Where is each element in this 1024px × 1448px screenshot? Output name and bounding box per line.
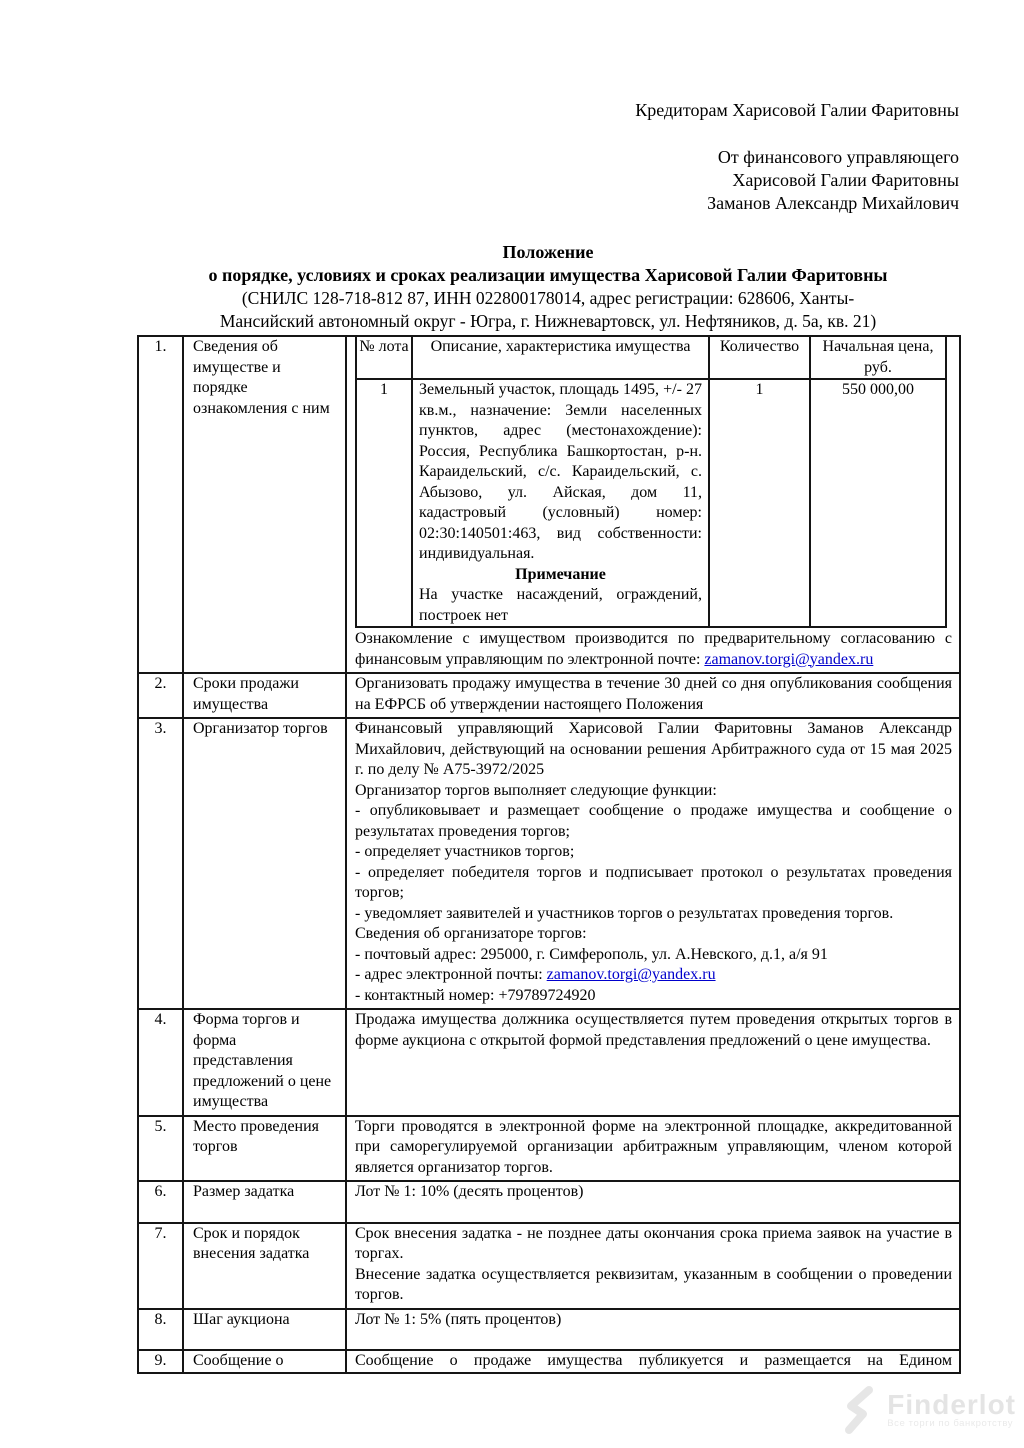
organizer-paragraph: Финансовый управляющий Харисовой Галии Фаритовны Заманов Александр Михайлович, действующий на основании решения Арбитражного суда от 15 мая 2025 г. по делу № А75-3972/2025: [355, 720, 952, 778]
row-number: 8.: [138, 1309, 183, 1351]
sender-line: От финансового управляющего: [717, 147, 959, 167]
lot-description-text: Земельный участок, площадь 1495, +/- 27 кв.м., назначение: Земли населенных пунктов, адрес (местонахождение): Россия, Республика Башкортостан, р-н. Караидельский, с/с. Караидельский, с. Абызово, ул. Айская, дом 11, кадастровый (условный) номер: 02:30:140501:463, вид собственности: индивидуальная.: [419, 381, 702, 562]
row-label: Сроки продажи имущества: [183, 673, 346, 718]
row-label: Сведения об имуществе и порядке ознакомления с ним: [183, 336, 346, 673]
row-number: 5.: [138, 1116, 183, 1182]
document-subtitle: о порядке, условиях и сроках реализации имущества Харисовой Галии Фаритовны: [208, 265, 888, 285]
row-label: Шаг аукциона: [183, 1309, 346, 1351]
lot-col-description: Описание, характеристика имущества: [412, 337, 709, 379]
lot-data-row: [356, 379, 946, 627]
lot-col-number: № лота: [356, 337, 412, 379]
row-number: 1.: [138, 336, 183, 673]
row-number: 7.: [138, 1223, 183, 1309]
row-content: [346, 1223, 960, 1309]
table-row: [138, 1309, 960, 1351]
table-row: [138, 1116, 960, 1182]
table-row: [138, 718, 960, 1009]
row-content: Организовать продажу имущества в течение 30 дней со дня опубликования сообщения на ЕФРСБ об утверждении настоящего Положения: [346, 673, 960, 718]
row-number: 4.: [138, 1009, 183, 1116]
row-content: [346, 336, 960, 673]
organizer-phone: - контактный номер: +79789724920: [355, 986, 596, 1004]
table-row: [138, 1009, 960, 1116]
watermark-brand: Finderlot: [887, 1389, 1016, 1420]
table-row: [138, 1181, 960, 1223]
row-number: 3.: [138, 718, 183, 1009]
row-label: Место проведения торгов: [183, 1116, 346, 1182]
row-content: [346, 1350, 960, 1373]
row-number-clipped: 9.: [154, 1352, 167, 1369]
table-row: [138, 1350, 960, 1373]
deposit-term-paragraph: Срок внесения задатка - не позднее даты окончания срока приема заявок на участие в торгах.: [355, 1224, 952, 1262]
row-content: Лот № 1: 10% (десять процентов): [346, 1181, 960, 1223]
row-content: Лот № 1: 5% (пять процентов): [346, 1309, 960, 1351]
familiarization-note: [355, 629, 952, 670]
debtor-details-line: Мансийский автономный округ - Югра, г. Нижневартовск, ул. Нефтяников, д. 5а, кв. 21): [219, 311, 877, 331]
organizer-postal-address: - почтовый адрес: 295000, г. Симферополь, ул. А.Невского, д.1, а/я 91: [355, 945, 828, 963]
spacer: [137, 122, 959, 146]
organizer-email-line: [355, 965, 952, 986]
row-label: Форма торгов и форма представления предложений о цене имущества: [183, 1009, 346, 1116]
lot-number: 1: [356, 379, 412, 627]
lot-header-row: [356, 337, 946, 379]
row-label-clipped: Сообщение о: [193, 1352, 284, 1369]
lot-description: [412, 379, 709, 627]
organizer-function: - уведомляет заявителей и участников торгов о результатах проведения торгов.: [355, 904, 894, 922]
organizer-paragraph: Сведения об организаторе торгов:: [355, 925, 587, 942]
organizer-function: - опубликовывает и размещает сообщение о продаже имущества и сообщение о результатах проведения торгов;: [355, 802, 952, 840]
document-title: Положение: [502, 242, 594, 262]
organizer-paragraph: Организатор торгов выполняет следующие функции:: [355, 781, 717, 799]
deposit-term-paragraph: Внесение задатка осуществляется реквизитам, указанным в сообщении о проведении торгов.: [355, 1265, 952, 1303]
row-content: Продажа имущества должника осуществляется путем проведения открытых торгов в форме аукциона с открытой формой представления предложений о цене имущества.: [346, 1009, 960, 1116]
row-number: 2.: [138, 673, 183, 718]
organizer-function: - определяет победителя торгов и подписывает протокол о результатах проведения торгов;: [355, 863, 952, 901]
email-label: - адрес электронной почты:: [355, 966, 547, 983]
row-content: Торги проводятся в электронной форме на электронной площадке, аккредитованной при саморегулируемой организации арбитражным управляющим, членом которой является организатор торгов.: [346, 1116, 960, 1182]
row-label: [183, 1350, 346, 1373]
watermark-text: [887, 1391, 1016, 1429]
lot-note-title: Примечание: [515, 565, 606, 583]
row-content: [346, 718, 960, 1009]
finderlot-watermark: [838, 1383, 1016, 1437]
debtor-details-line: (СНИЛС 128-718-812 87, ИНН 022800178014, адрес регистрации: 628606, Ханты-: [241, 288, 855, 308]
regulation-table: [137, 335, 961, 1374]
organizer-function: - определяет участников торгов;: [355, 843, 575, 860]
lot-start-price: 550 000,00: [810, 379, 946, 627]
email-link[interactable]: zamanov.torgi@yandex.ru: [546, 966, 716, 983]
document-body: [137, 0, 959, 1374]
sender-line: Заманов Александр Михайлович: [707, 193, 959, 213]
lot-col-price: Начальная цена, руб.: [810, 337, 946, 379]
lot-col-quantity: Количество: [709, 337, 810, 379]
familiarization-text: Ознакомление с имуществом производится по предварительному согласованию с финансовым управляющим по электронной почте:: [355, 630, 952, 668]
row-number: 6.: [138, 1181, 183, 1223]
email-link[interactable]: zamanov.torgi@yandex.ru: [704, 650, 874, 668]
row-number: [138, 1350, 183, 1373]
lot-quantity: 1: [709, 379, 810, 627]
table-row: [138, 673, 960, 718]
lot-note-text: На участке насаждений, ограждений, построек нет: [419, 586, 702, 624]
lot-table: [355, 337, 947, 628]
title-block: [137, 241, 959, 333]
table-row: [138, 1223, 960, 1309]
sender-line: Харисовой Галии Фаритовны: [732, 170, 959, 190]
row-label: Срок и порядок внесения задатка: [183, 1223, 346, 1309]
row-label: Организатор торгов: [183, 718, 346, 1009]
row-label: Размер задатка: [183, 1181, 346, 1223]
address-block: [137, 0, 959, 215]
table-row: [138, 336, 960, 673]
row-content-clipped: Сообщение о продаже имущества публикуется и размещается на Едином: [355, 1352, 952, 1369]
finderlot-logo-icon: [838, 1383, 880, 1437]
watermark-tagline: Все торги по банкротству: [887, 1418, 1014, 1429]
recipient-line: Кредиторам Харисовой Галии Фаритовны: [635, 100, 959, 120]
